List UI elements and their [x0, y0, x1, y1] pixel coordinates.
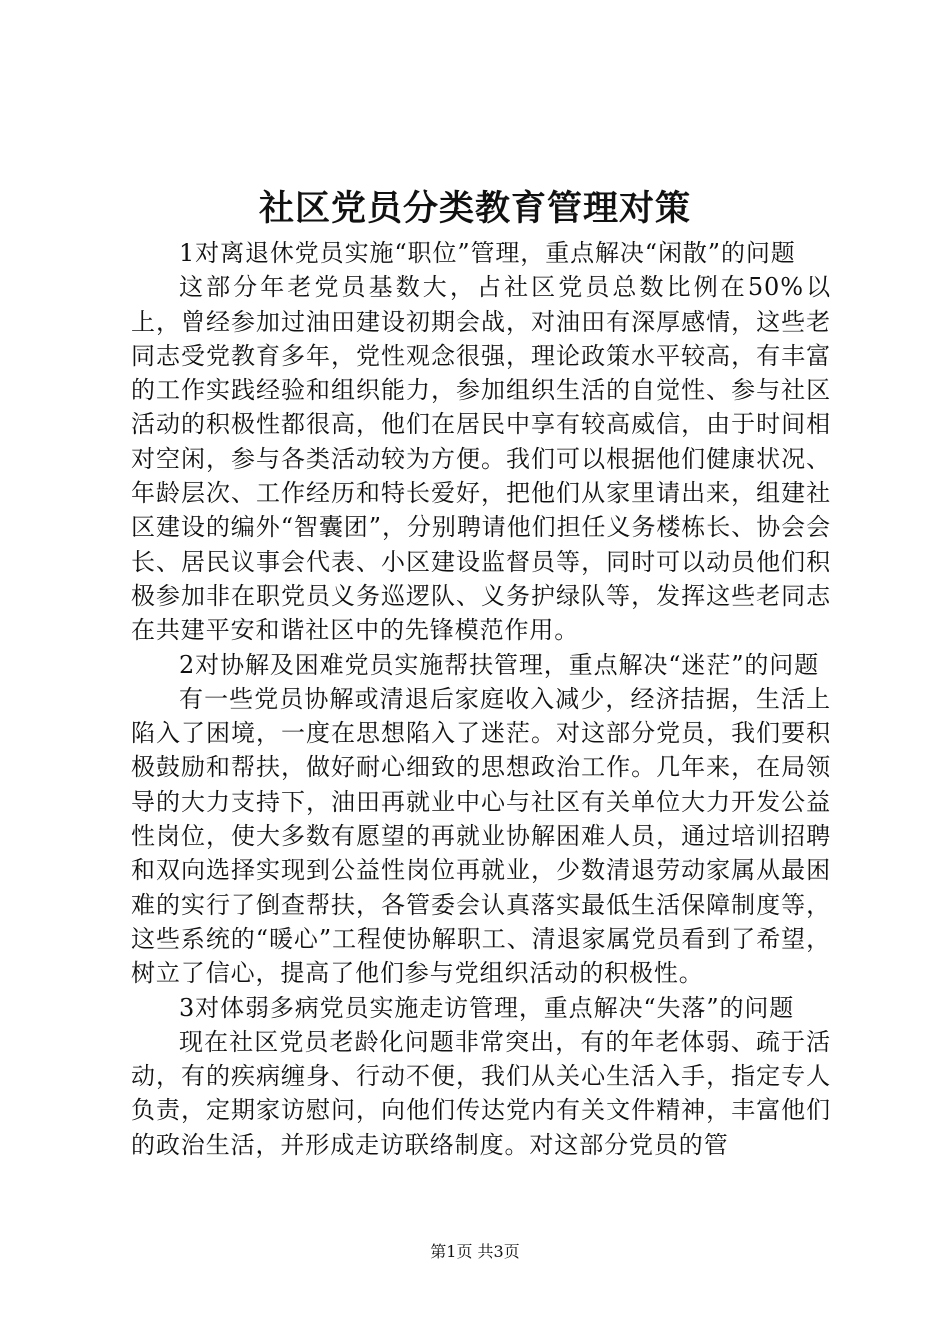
paragraph-1: 这部分年老党员基数大，占社区党员总数比例在50%以上，曾经参加过油田建设初期会战，对油田有深厚感情，这些老同志受党教育多年，党性观念很强，理论政策水平较高，有丰富的工作实践经验和组织能力，参加组织生活的自觉性、参与社区活动的积极性都很高，他们在居民中享有较高威信，由于时间相对空闲，参与各类活动较为方便。我们可以根据他们健康状况、年龄层次、工作经历和特长爱好，把他们从家里请出来，组建社区建设的编外“智囊团”，分别聘请他们担任义务楼栋长、协会会长、居民议事会代表、小区建设监督员等，同时可以动员他们积极参加非在职党员义务巡逻队、义务护绿队等，发挥这些老同志在共建平安和谐社区中的先锋模范作用。: [131, 273, 831, 645]
paragraph-3: 现在社区党员老龄化问题非常突出，有的年老体弱、疏于活动，有的疾病缠身、行动不便，我们从关心生活入手，指定专人负责，定期家访慰问，向他们传达党内有关文件精神，丰富他们的政治生活，并形成走访联络制度。对这部分党员的管: [131, 1027, 831, 1159]
document-title: 社区党员分类教育管理对策: [258, 188, 691, 229]
page-footer: 第1页 共3页: [430, 1242, 520, 1261]
section-heading-2: 2对协解及困难党员实施帮扶管理，重点解决“迷茫”的问题: [179, 650, 820, 679]
paragraph-2: 有一些党员协解或清退后家庭收入减少，经济拮据，生活上陷入了困境，一度在思想陷入了迷茫。对这部分党员，我们要积极鼓励和帮扶，做好耐心细致的思想政治工作。几年来，在局领导的大力支持下，油田再就业中心与社区有关单位大力开发公益性岗位，使大多数有愿望的再就业协解困难人员，通过培训招聘和双向选择实现到公益性岗位再就业，少数清退劳动家属从最困难的实行了倒查帮扶，各管委会认真落实最低生活保障制度等，这些系统的“暖心”工程使协解职工、清退家属党员看到了希望，树立了信心，提高了他们参与党组织活动的积极性。: [131, 684, 831, 988]
section-heading-1: 1对离退休党员实施“职位”管理，重点解决“闲散”的问题: [179, 239, 796, 267]
document-body: [131, 236, 831, 1162]
section-heading-3: 3对体弱多病党员实施走访管理，重点解决“失落”的问题: [179, 993, 795, 1022]
